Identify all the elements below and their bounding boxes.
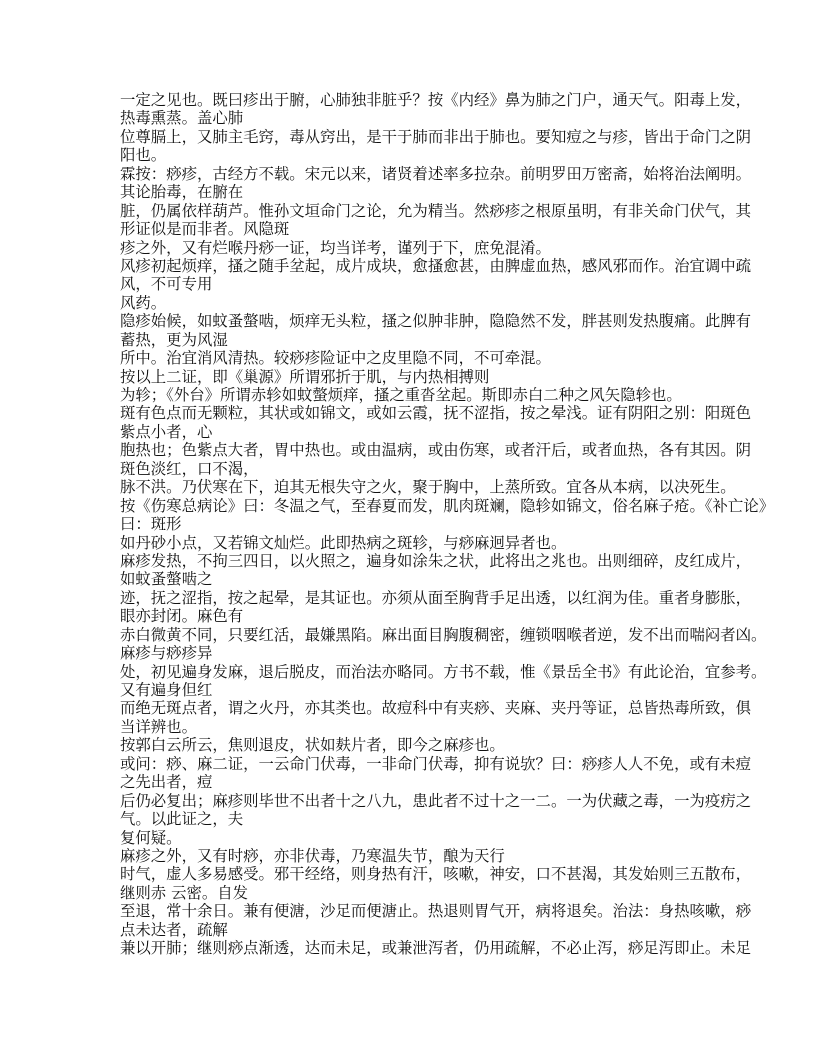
- text-line: 点未达者，疏解: [120, 920, 228, 939]
- text-line: 麻疹发热，不拘三四日，以火照之，遍身如涂朱之状，此将出之兆也。出则细碎，皮红成片，: [120, 551, 752, 570]
- text-line: 脏，仍属依样葫芦。惟孙文垣命门之论，允为精当。然痧疹之根原虽明，有非关命门伏气，其: [120, 201, 752, 220]
- text-line: 眼亦封闭。麻色有: [120, 607, 244, 626]
- text-line: 继则赤 云密。自发: [120, 883, 249, 902]
- text-line: 按郭白云所云，焦则退皮，状如麸片者，即今之麻疹也。: [120, 736, 505, 755]
- text-line: 风，不可专用: [120, 275, 213, 294]
- text-line: 其论胎毒，在腑在: [120, 183, 244, 202]
- text-line: 当详辨也。: [120, 717, 197, 736]
- text-line: 赤白微黄不同，只要红活，最嫌黑陷。麻出面目胸腹稠密，缠锁咽喉者逆，发不出而喘闷者凶。: [120, 625, 767, 644]
- text-line: 气。以此证之，夫: [120, 810, 244, 829]
- text-line: 麻疹之外，又有时痧，亦非伏毒，乃寒温失节，酿为天行: [120, 846, 505, 865]
- text-line: 如丹砂小点，又若锦文灿烂。此即热病之斑轸，与痧麻迥异者也。: [120, 533, 567, 552]
- text-line: 按《伤寒总病论》曰：冬温之气，至春夏而发，肌肉斑斓，隐轸如锦文，俗名麻子疮。《补亡论》: [120, 496, 775, 515]
- text-line: 紫点小者，心: [120, 422, 213, 441]
- text-line: 斑有色点而无颗粒，其状或如锦文，或如云霞，抚不涩指，按之晕浅。证有阴阳之别：阳斑色: [120, 404, 752, 423]
- text-line: 迹，抚之涩指，按之起晕，是其证也。亦须从面至胸背手足出透，以红润为佳。重者身膨胀，: [120, 588, 752, 607]
- text-line: 一定之见也。既曰疹出于腑，心肺独非脏乎？按《内经》鼻为肺之门户，通天气。阳毒上发，: [120, 91, 752, 109]
- text-line: 曰：斑形: [120, 515, 182, 534]
- text-line: 疹之外，又有烂喉丹痧一证，均当详考，谨列于下，庶免混淆。: [120, 238, 551, 257]
- text-line: 位尊膈上，又肺主毛窍，毒从窍出，是干于肺而非出于肺也。要知痘之与疹，皆出于命门之阴: [120, 127, 752, 146]
- text-line: 脉不洪。乃伏寒在下，迫其无根失守之火，聚于胸中，上蒸所致。宜各从本病，以决死生。: [120, 478, 736, 497]
- text-line: 之先出者，痘: [120, 773, 213, 792]
- document-body: [120, 91, 775, 958]
- text-line: 兼以开肺；继则痧点渐透，达而未足，或兼泄泻者，仍用疏解，不必止泻，痧足泻即止。未足: [120, 939, 752, 958]
- text-line: 或问：痧、麻二证，一云命门伏毒，一非命门伏毒，抑有说欤？曰：痧疹人人不免，或有未痘: [120, 754, 752, 773]
- text-line: 热毒熏蒸。盖心肺: [120, 109, 244, 128]
- text-line: 时气，虚人多易感受。邪干经络，则身热有汗，咳嗽，神安，口不甚渴，其发始则三五散布，: [120, 865, 752, 884]
- text-line: 至退，常十余日。兼有便溏，沙足而便溏止。热退则胃气开，病将退矣。治法：身热咳嗽，痧: [120, 902, 752, 921]
- text-line: 后仍必复出；麻疹则毕世不出者十之八九，患此者不过十之一二。一为伏藏之毒，一为疫疠之: [120, 791, 752, 810]
- text-line: 隐疹始候，如蚊蚤螫啮，烦痒无头粒，搔之似肿非肿，隐隐然不发，胖甚则发热腹痛。此脾有: [120, 312, 752, 331]
- text-line: 蓄热，更为风湿: [120, 330, 228, 349]
- text-line: 胞热也；色紫点大者，胃中热也。或由温病，或由伤寒，或者汗后，或者血热，各有其因。阴: [120, 441, 752, 460]
- text-line: 斑色淡红，口不渴，: [120, 459, 259, 478]
- text-line: 如蚊蚤螫啮之: [120, 570, 213, 589]
- text-line: 而绝无斑点者，谓之火丹，亦其类也。故痘科中有夹痧、夹麻、夹丹等证，总皆热毒所致，俱: [120, 699, 752, 718]
- text-line: 风疹初起烦痒，搔之随手坌起，成片成块，愈搔愈甚，由脾虚血热，感风邪而作。治宜调中疏: [120, 256, 752, 275]
- text-line: 所中。治宜消风清热。较痧疹险证中之皮里隐不同，不可牵混。: [120, 349, 551, 368]
- text-line: 风药。: [120, 293, 167, 312]
- text-line: 又有遍身但红: [120, 681, 213, 699]
- text-line: 阳也。: [120, 146, 167, 165]
- text-line: 霖按：痧疹，古经方不载。宋元以来，诸贤着述率多拉杂。前明罗田万密斋，始将治法阐明。: [120, 164, 752, 183]
- text-line: 处，初见遍身发麻，退后脱皮，而治法亦略同。方书不载，惟《景岳全书》有此论治，宜参考。: [120, 662, 767, 681]
- text-line: 为轸；《外台》所谓赤轸如蚊螫烦痒，搔之重沓坌起。斯即赤白二种之风矢隐轸也。: [120, 386, 682, 404]
- text-line: 按以上二证，即《巢源》所谓邪折于肌，与内热相搏则: [120, 367, 490, 386]
- text-line: 复何疑。: [120, 828, 182, 847]
- text-line: 麻疹与痧疹异: [120, 644, 213, 663]
- text-line: 形证似是而非者。风隐斑: [120, 220, 290, 239]
